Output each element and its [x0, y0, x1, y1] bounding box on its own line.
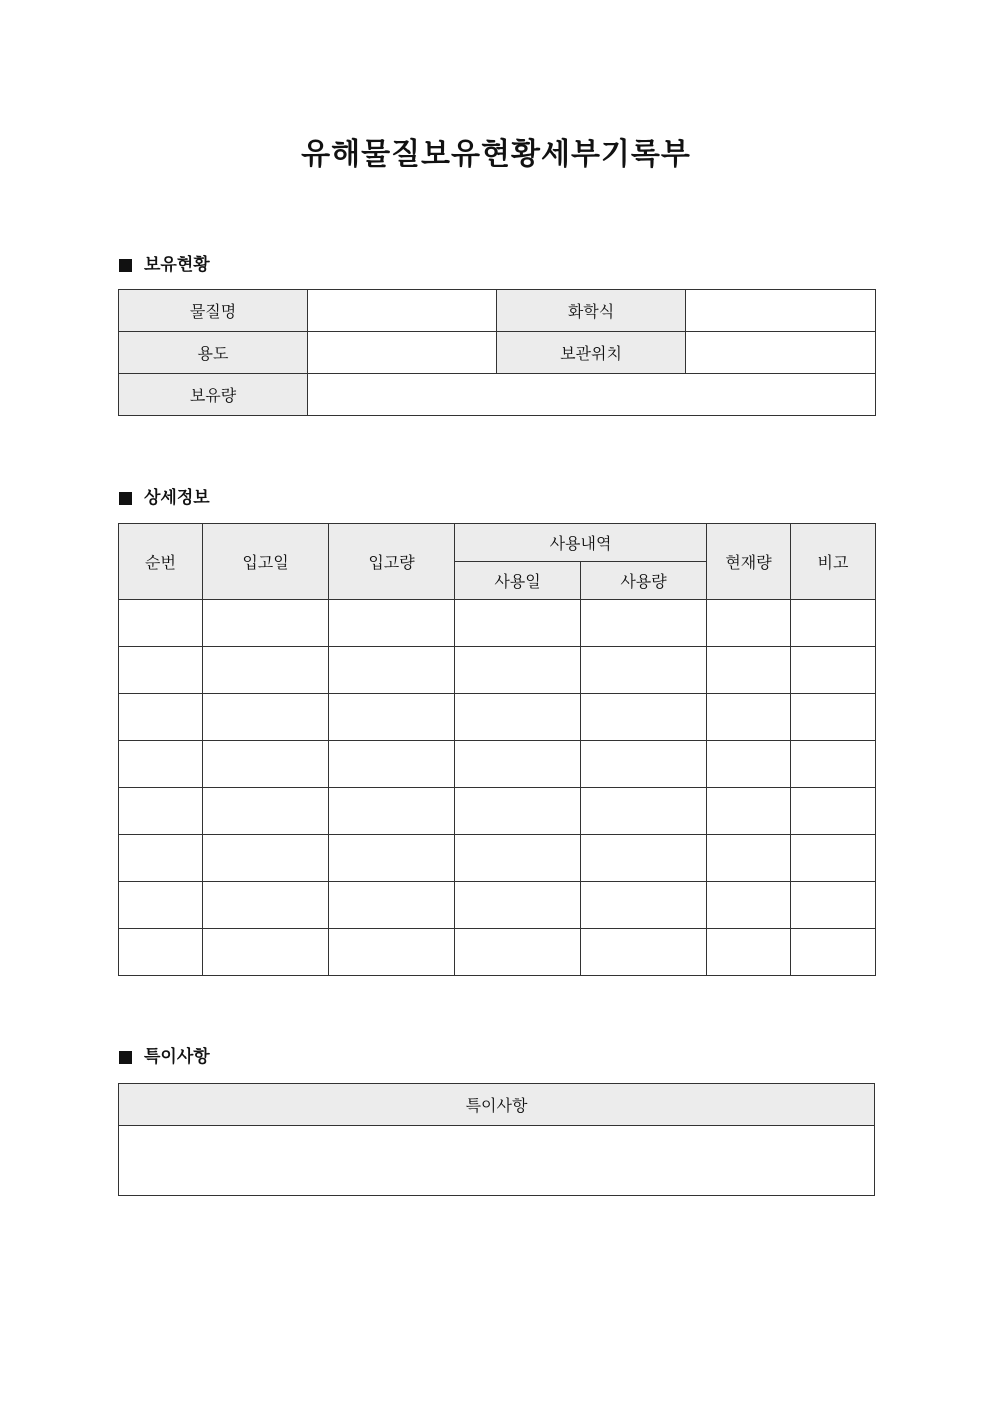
holding-amount-label: 보유량	[119, 374, 308, 416]
cell-remarks[interactable]	[791, 694, 876, 741]
cell-current-amount[interactable]	[707, 647, 791, 694]
section-heading-label: 특이사항	[144, 1047, 210, 1067]
cell-current-amount[interactable]	[707, 788, 791, 835]
square-bullet-icon	[119, 492, 132, 505]
cell-use-amount[interactable]	[581, 694, 707, 741]
column-header-remarks: 비고	[791, 524, 876, 600]
cell-seq[interactable]	[119, 835, 203, 882]
cell-seq[interactable]	[119, 929, 203, 976]
notes-table	[118, 1083, 875, 1196]
storage-location-label: 보관위치	[497, 332, 686, 374]
column-header-in-date: 입고일	[203, 524, 329, 600]
cell-use-date[interactable]	[455, 694, 581, 741]
cell-remarks[interactable]	[791, 882, 876, 929]
cell-use-amount[interactable]	[581, 600, 707, 647]
cell-use-date[interactable]	[455, 882, 581, 929]
cell-use-date[interactable]	[455, 835, 581, 882]
cell-seq[interactable]	[119, 741, 203, 788]
table-row	[119, 929, 876, 976]
table-row	[119, 741, 876, 788]
cell-in-date[interactable]	[203, 835, 329, 882]
table-row	[119, 882, 876, 929]
cell-current-amount[interactable]	[707, 741, 791, 788]
notes-box-label: 특이사항	[119, 1084, 875, 1126]
cell-in-amount[interactable]	[329, 600, 455, 647]
chemical-formula-label: 화학식	[497, 290, 686, 332]
cell-remarks[interactable]	[791, 788, 876, 835]
cell-use-amount[interactable]	[581, 788, 707, 835]
purpose-field[interactable]	[308, 332, 497, 374]
column-header-use-date: 사용일	[455, 562, 581, 600]
cell-in-amount[interactable]	[329, 788, 455, 835]
notes-field[interactable]	[119, 1126, 875, 1196]
cell-use-date[interactable]	[455, 600, 581, 647]
column-header-in-amount: 입고량	[329, 524, 455, 600]
square-bullet-icon	[119, 1051, 132, 1064]
cell-use-amount[interactable]	[581, 741, 707, 788]
purpose-label: 용도	[119, 332, 308, 374]
cell-seq[interactable]	[119, 600, 203, 647]
table-row	[119, 788, 876, 835]
cell-seq[interactable]	[119, 788, 203, 835]
column-header-current-amount: 현재량	[707, 524, 791, 600]
cell-in-date[interactable]	[203, 929, 329, 976]
cell-current-amount[interactable]	[707, 835, 791, 882]
square-bullet-icon	[119, 259, 132, 272]
table-row	[119, 694, 876, 741]
cell-in-date[interactable]	[203, 741, 329, 788]
cell-use-date[interactable]	[455, 788, 581, 835]
cell-current-amount[interactable]	[707, 600, 791, 647]
substance-name-field[interactable]	[308, 290, 497, 332]
cell-seq[interactable]	[119, 694, 203, 741]
cell-use-date[interactable]	[455, 929, 581, 976]
cell-current-amount[interactable]	[707, 882, 791, 929]
cell-use-amount[interactable]	[581, 929, 707, 976]
cell-in-amount[interactable]	[329, 882, 455, 929]
cell-in-date[interactable]	[203, 694, 329, 741]
substance-name-label: 물질명	[119, 290, 308, 332]
cell-in-amount[interactable]	[329, 929, 455, 976]
section-heading-holding	[119, 253, 210, 277]
cell-seq[interactable]	[119, 882, 203, 929]
holding-table	[118, 289, 876, 416]
details-table	[118, 523, 876, 976]
cell-in-amount[interactable]	[329, 694, 455, 741]
cell-remarks[interactable]	[791, 835, 876, 882]
section-heading-details	[119, 486, 210, 510]
column-header-usage-history: 사용내역	[455, 524, 707, 562]
cell-use-amount[interactable]	[581, 882, 707, 929]
cell-use-date[interactable]	[455, 741, 581, 788]
cell-in-date[interactable]	[203, 647, 329, 694]
cell-use-date[interactable]	[455, 647, 581, 694]
table-row	[119, 600, 876, 647]
cell-current-amount[interactable]	[707, 694, 791, 741]
cell-in-date[interactable]	[203, 882, 329, 929]
table-row	[119, 647, 876, 694]
column-header-seq: 순번	[119, 524, 203, 600]
cell-use-amount[interactable]	[581, 835, 707, 882]
cell-remarks[interactable]	[791, 929, 876, 976]
cell-in-amount[interactable]	[329, 835, 455, 882]
section-heading-notes	[119, 1045, 210, 1069]
cell-in-amount[interactable]	[329, 647, 455, 694]
page-title: 유해물질보유현황세부기록부	[301, 137, 691, 172]
holding-amount-field[interactable]	[308, 374, 876, 416]
cell-current-amount[interactable]	[707, 929, 791, 976]
cell-remarks[interactable]	[791, 600, 876, 647]
cell-remarks[interactable]	[791, 741, 876, 788]
cell-seq[interactable]	[119, 647, 203, 694]
storage-location-field[interactable]	[686, 332, 876, 374]
section-heading-label: 보유현황	[144, 255, 210, 275]
cell-in-date[interactable]	[203, 600, 329, 647]
cell-remarks[interactable]	[791, 647, 876, 694]
section-heading-label: 상세정보	[144, 488, 210, 508]
chemical-formula-field[interactable]	[686, 290, 876, 332]
cell-in-amount[interactable]	[329, 741, 455, 788]
cell-in-date[interactable]	[203, 788, 329, 835]
cell-use-amount[interactable]	[581, 647, 707, 694]
column-header-use-amount: 사용량	[581, 562, 707, 600]
table-row	[119, 835, 876, 882]
